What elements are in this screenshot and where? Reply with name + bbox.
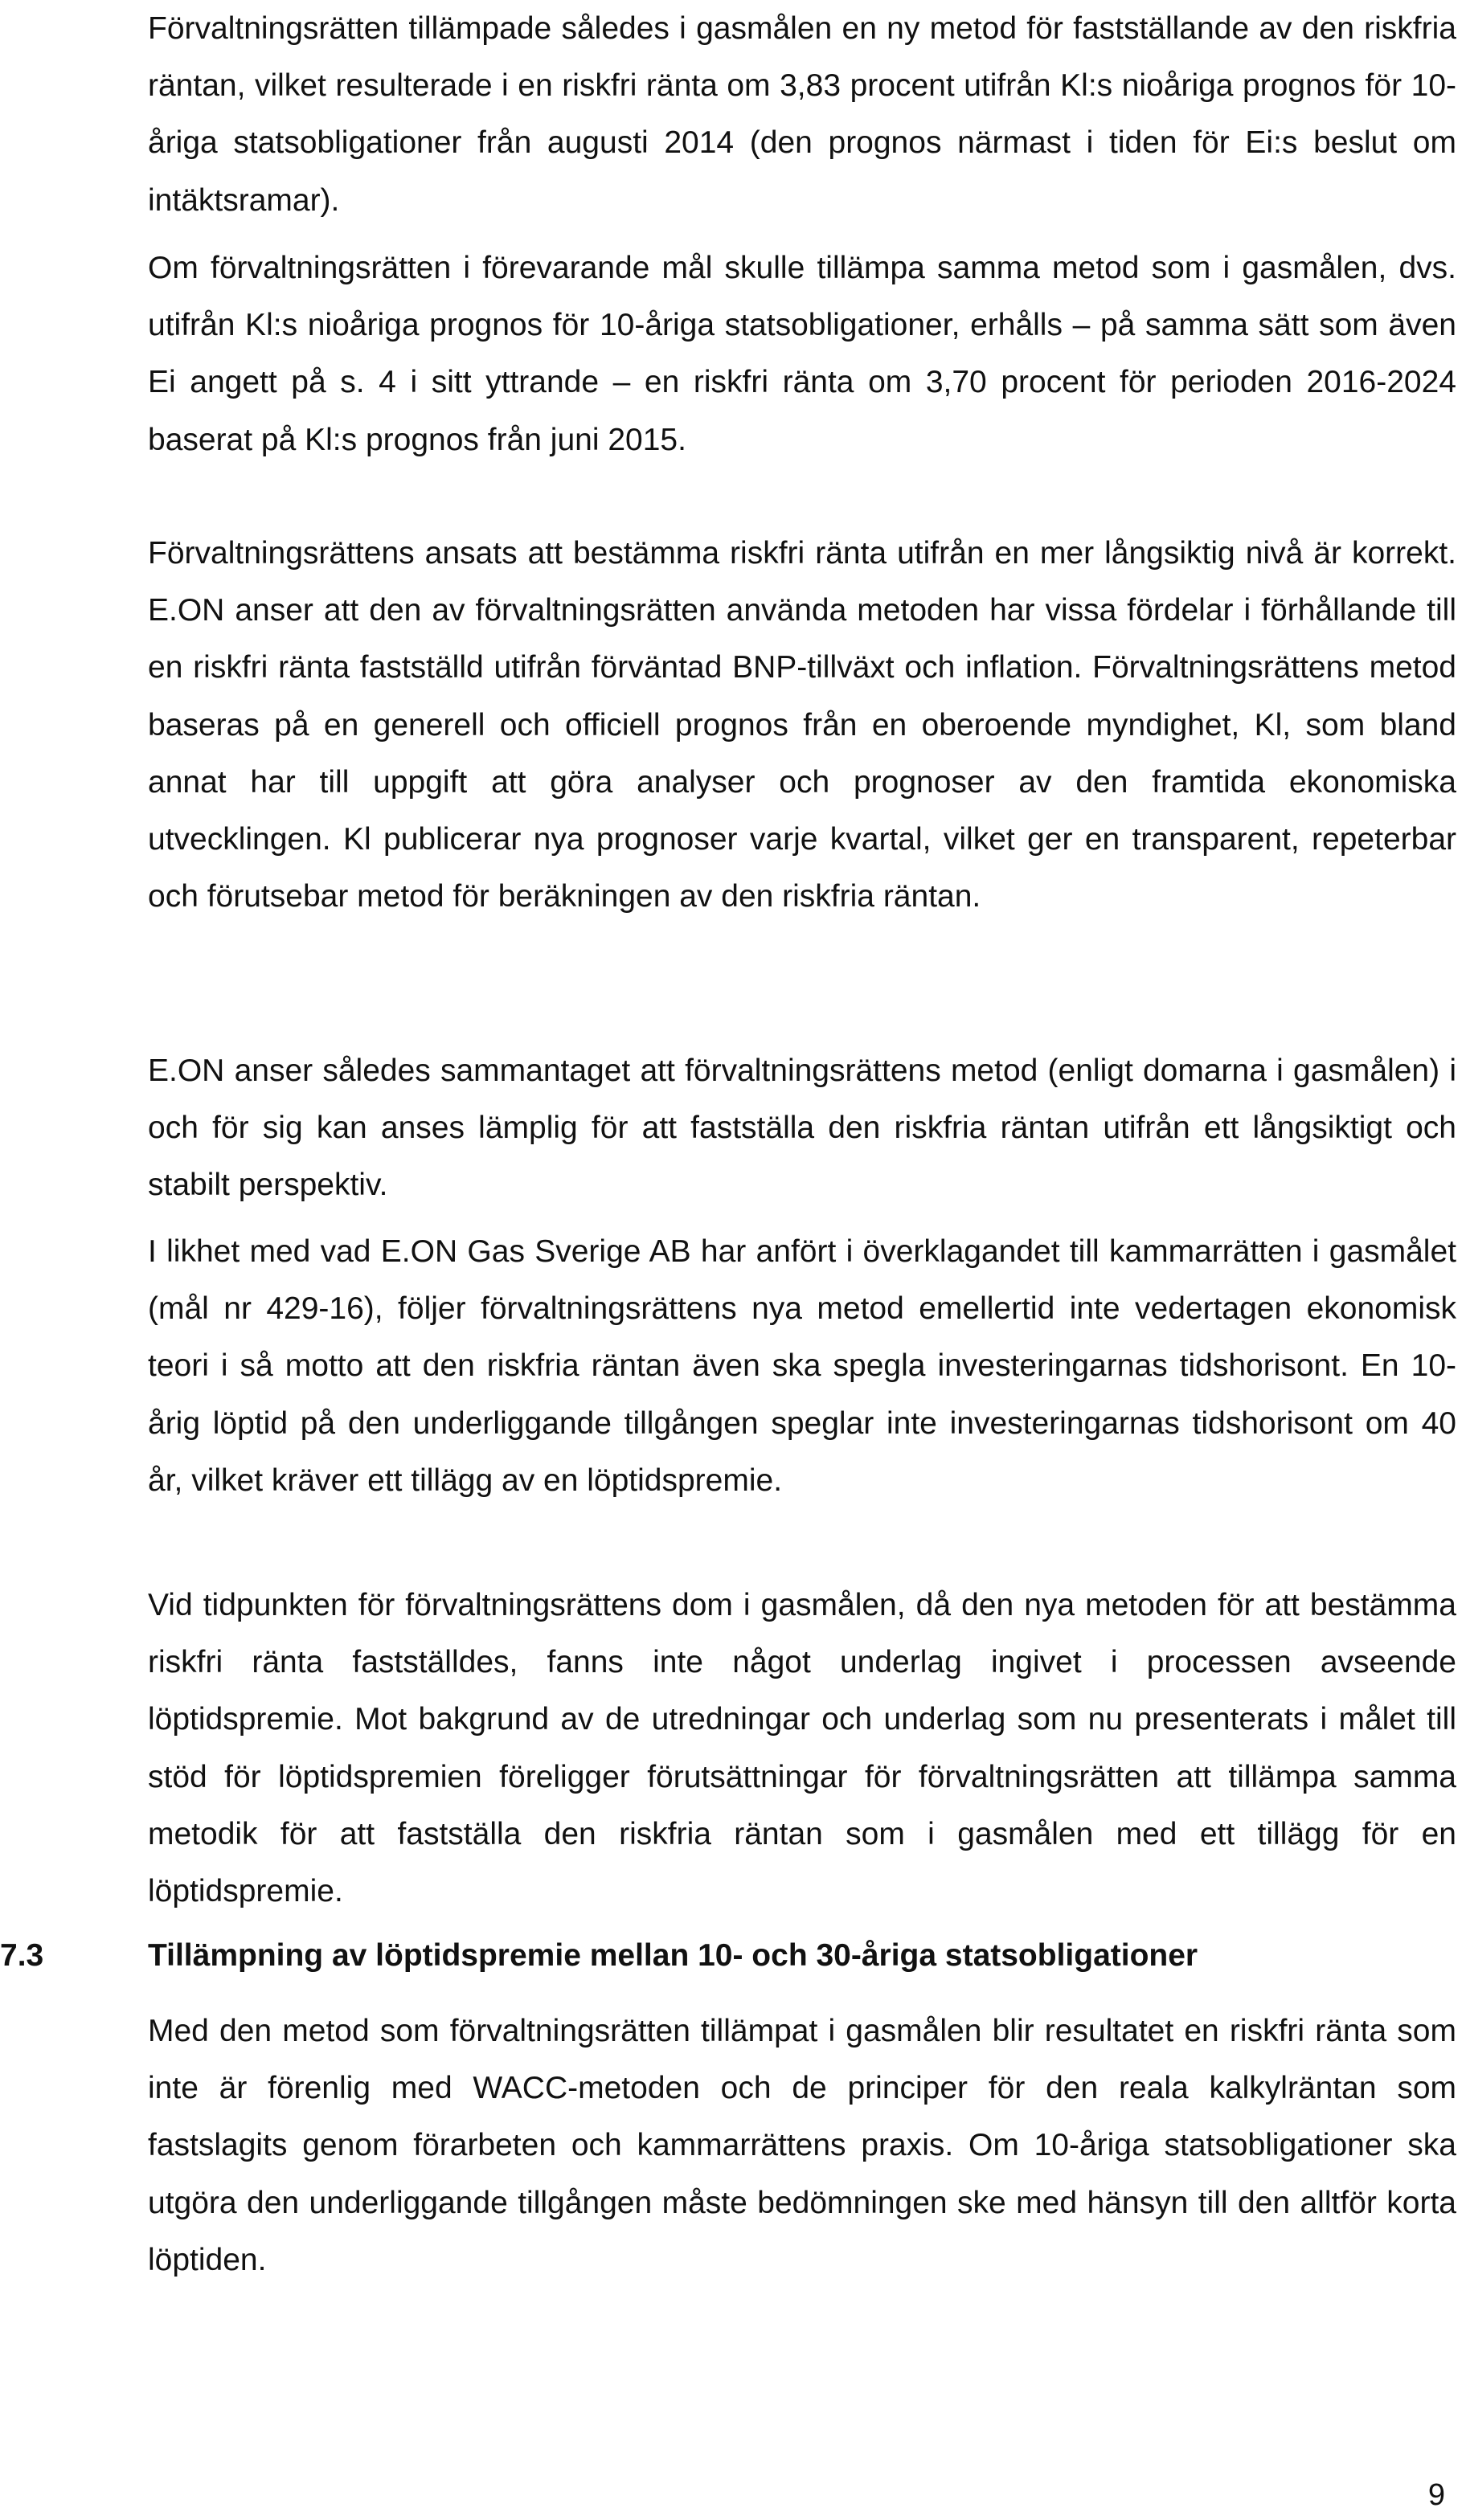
- paragraph-eon-conclusion: E.ON anser således sammantaget att förvaltningsrättens metod (enligt domarna i gasmålen) i och för sig kan anses lämplig för att fastställa den riskfria räntan utifrån ett långsiktigt och stabilt perspektiv.: [148, 1053, 1456, 1203]
- page-number: 9: [1427, 2478, 1445, 2512]
- paragraph-court-judgment-basis: Vid tidpunkten för förvaltningsrättens dom i gasmålen, då den nya metoden för att bestämma riskfri ränta fastställdes, fanns inte något underlag ingivet i processen avseende löptidspremie. Mot bakgrund av de utredningar och underlag som nu presenterats i målet till stöd för löptidspremien föreligger förutsättningar för förvaltningsrätten att tillämpa samma metodik för att fastställa den riskfria räntan som i gasmålen med ett tillägg för en löptidspremie.: [148, 1588, 1456, 1909]
- section-heading: Tillämpning av löptidspremie mellan 10- och 30-åriga statsobligationer: [148, 1938, 1198, 1973]
- section-number: 7.3: [0, 1938, 44, 1973]
- paragraph-section-7-3: Med den metod som förvaltningsrätten tillämpat i gasmålen blir resultatet en riskfri ränta som inte är förenlig med WACC-metoden och de principer för den reala kalkylräntan som fastslagits genom förarbeten och kammarrättens praxis. Om 10-åriga statsobligationer ska utgöra den underliggande tillgången måste bedömningen ske med hänsyn till den alltför korta löptiden.: [148, 2014, 1456, 2277]
- paragraph-same-method: Om förvaltningsrätten i förevarande mål skulle tillämpa samma metod som i gasmålen, dvs. utifrån Kl:s nioåriga prognos för 10-åriga statsobligationer, erhålls – på samma sätt som även Ei angett på s. 4 i sitt yttrande – en riskfri ränta om 3,70 procent för perioden 2016-2024 baserat på Kl:s prognos från juni 2015.: [148, 251, 1456, 457]
- paragraph-long-term-approach: Förvaltningsrättens ansats att bestämma riskfri ränta utifrån en mer långsiktig nivå är korrekt. E.ON anser att den av förvaltningsrätten använda metoden har vissa fördelar i förhållande till en riskfri ränta fastställd utifrån förväntad BNP-tillväxt och inflation. Förvaltningsrättens metod baseras på en generell och officiell prognos från en oberoende myndighet, Kl, som bland annat har till uppgift att göra analyser och prognoser av den framtida ekonomiska utvecklingen. Kl publicerar nya prognoser varje kvartal, vilket ger en transparent, repeterbar och förutsebar metod för beräkningen av den riskfria räntan.: [148, 536, 1456, 914]
- paragraph-method-gas-cases: Förvaltningsrätten tillämpade således i gasmålen en ny metod för fastställande av den riskfria räntan, vilket resulterade i en riskfri ränta om 3,83 procent utifrån Kl:s nioåriga prognos för 10-åriga statsobligationer från augusti 2014 (den prognos närmast i tiden för Ei:s beslut om intäktsramar).: [148, 11, 1456, 218]
- paragraph-term-premium-need: I likhet med vad E.ON Gas Sverige AB har anfört i överklagandet till kammarrätten i gasmålet (mål nr 429-16), följer förvaltningsrättens nya metod emellertid inte vedertagen ekonomisk teori i så motto att den riskfria räntan även ska spegla investeringarnas tidshorisont. En 10-årig löptid på den underliggande tillgången speglar inte investeringarnas tidshorisont om 40 år, vilket kräver ett tillägg av en löptidspremie.: [148, 1234, 1456, 1498]
